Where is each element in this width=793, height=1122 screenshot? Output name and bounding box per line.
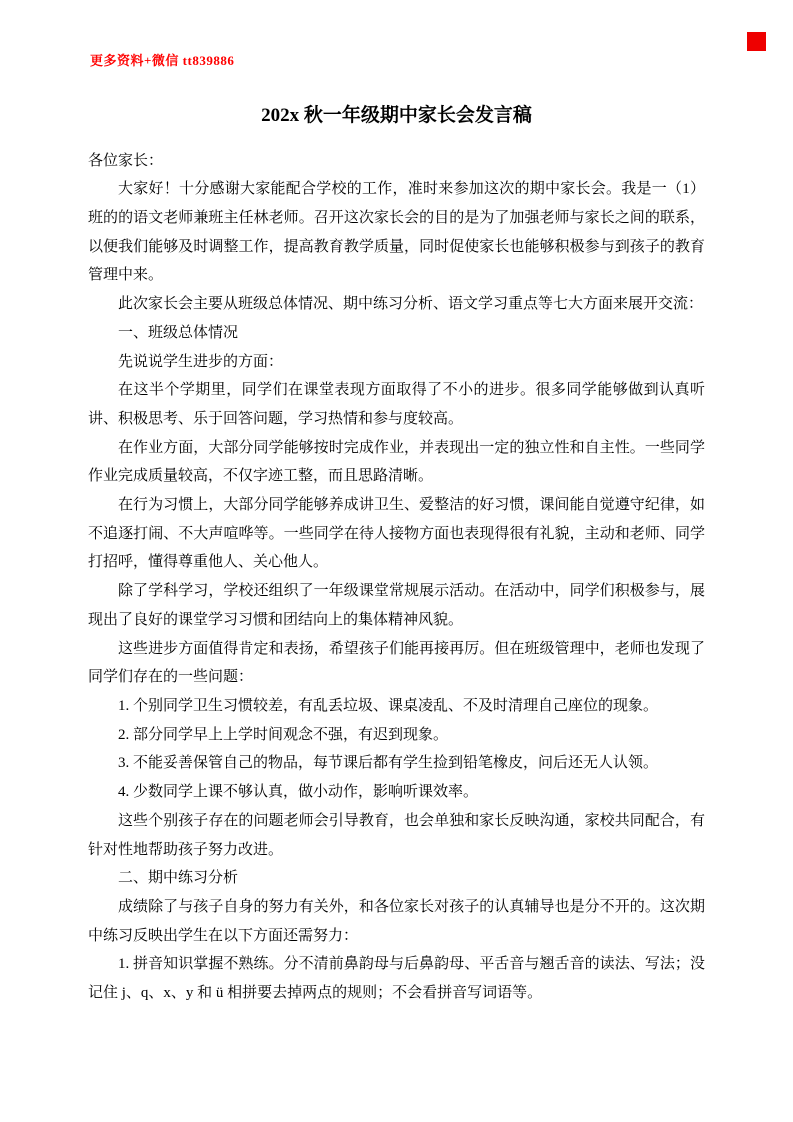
- paragraph: 成绩除了与孩子自身的努力有关外，和各位家长对孩子的认真辅导也是分不开的。这次期中练习反映出学生在以下方面还需努力：: [88, 898, 705, 944]
- paragraph: 一、班级总体情况: [118, 324, 239, 341]
- paragraph: 在行为习惯上，大部分同学能够养成讲卫生、爱整洁的好习惯，课间能自觉遵守纪律，如不追逐打闹、不大声喧哗等。一些同学在待人接物方面也表现得很有礼貌，主动和老师、同学打招呼，懂得尊重他人、关心他人。: [88, 497, 705, 571]
- paragraph: 在这半个学期里，同学们在课堂表现方面取得了不小的进步。很多同学能够做到认真听讲、积极思考、乐于回答问题，学习热情和参与度较高。: [88, 382, 705, 427]
- watermark-text: 更多资料+微信 tt839886: [90, 53, 235, 68]
- paragraph: 这些进步方面值得肯定和表扬，希望孩子们能再接再厉。但在班级管理中，老师也发现了同学们存在的一些问题：: [88, 640, 705, 686]
- paragraph: 大家好！十分感谢大家能配合学校的工作，准时来参加这次的期中家长会。我是一（1）班的的语文老师兼班主任林老师。召开这次家长会的目的是为了加强老师与家长之间的联系，以便我们能够及时调整工作，提高教育教学质量，同时促使家长也能够积极参与到孩子的教育管理中来。: [88, 181, 705, 284]
- page-title: 202x 秋一年级期中家长会发言稿: [261, 105, 532, 126]
- paragraph: 在作业方面，大部分同学能够按时完成作业，并表现出一定的独立性和自主性。一些同学作业完成质量较高，不仅字迹工整，而且思路清晰。: [88, 439, 705, 485]
- paragraph: 4. 少数同学上课不够认真，做小动作，影响听课效率。: [118, 784, 479, 801]
- paragraph: 1. 个别同学卫生习惯较差，有乱丢垃圾、课桌凌乱、不及时清理自己座位的现象。: [118, 698, 659, 714]
- paragraph: 1. 拼音知识掌握不熟练。分不清前鼻韵母与后鼻韵母、平舌音与翘舌音的读法、写法；没记住 j、q、x、y 和 ü 相拼要去掉两点的规则；不会看拼音写词语等。: [88, 956, 705, 1002]
- paragraph: 二、期中练习分析: [118, 870, 239, 887]
- paragraph: 2. 部分同学早上上学时间观念不强，有迟到现象。: [118, 726, 449, 743]
- paragraph: 先说说学生进步的方面：: [118, 353, 284, 370]
- paragraph: 除了学科学习，学校还组织了一年级课堂常规展示活动。在活动中，同学们积极参与，展现出了良好的课堂学习习惯和团结向上的集体精神风貌。: [88, 583, 705, 628]
- red-corner-marker: [747, 32, 766, 51]
- paragraph: 此次家长会主要从班级总体情况、期中练习分析、语文学习重点等七大方面来展开交流：: [118, 296, 704, 313]
- document-body: [88, 147, 705, 1008]
- paragraph: 这些个别孩子存在的问题老师会引导教育，也会单独和家长反映沟通，家校共同配合，有针对性地帮助孩子努力改进。: [88, 812, 705, 858]
- paragraph: 各位家长：: [88, 152, 164, 169]
- paragraph: 3. 不能妥善保管自己的物品，每节课后都有学生捡到铅笔橡皮，问后还无人认领。: [118, 755, 659, 772]
